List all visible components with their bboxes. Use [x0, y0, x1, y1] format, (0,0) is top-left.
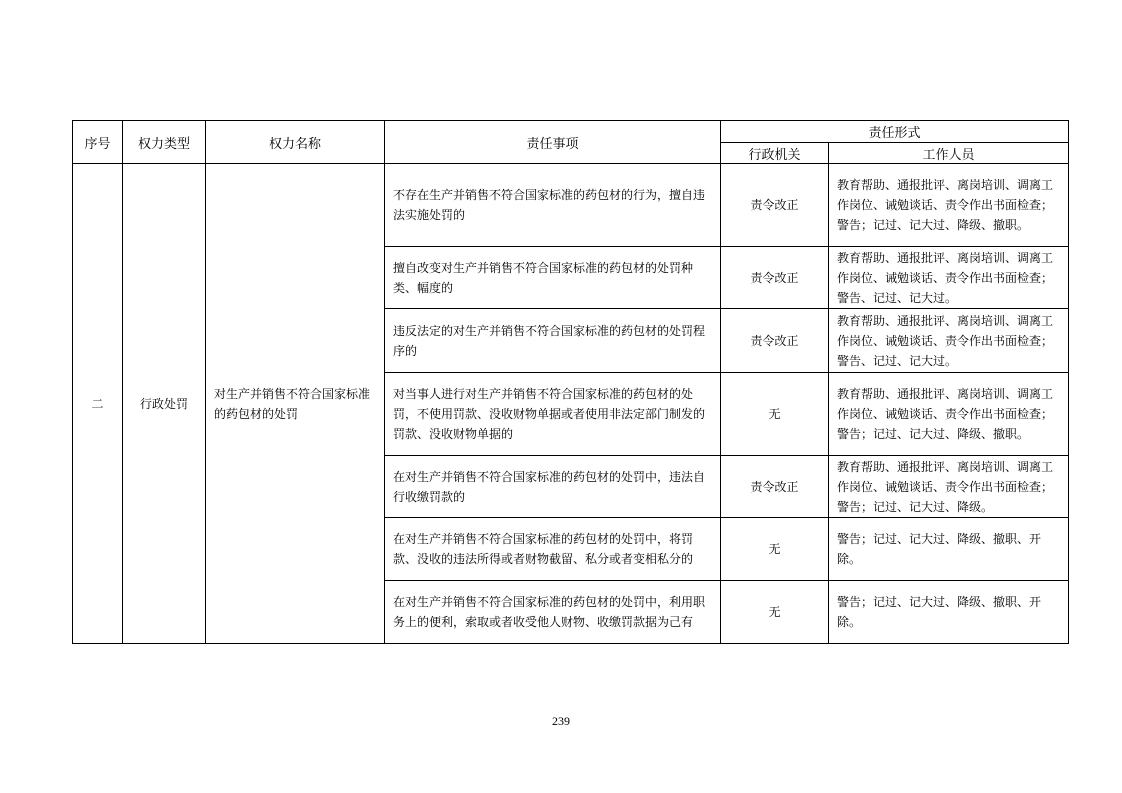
item-cell: 不存在生产并销售不符合国家标准的药包材的行为，擅自违法实施处罚的 — [385, 164, 721, 247]
header-responsibility-form: 责任形式 — [721, 121, 1069, 143]
page-number: 239 — [552, 714, 570, 728]
item-cell: 违反法定的对生产并销售不符合国家标准的药包材的处罚程序的 — [385, 309, 721, 373]
agency-cell: 责令改正 — [721, 247, 829, 309]
group-power-name-cell: 对生产并销售不符合国家标准的药包材的处罚 — [206, 164, 385, 644]
item-cell: 在对生产并销售不符合国家标准的药包材的处罚中，将罚款、没收的违法所得或者财物截留、私分或者变相私分的 — [385, 518, 721, 581]
item-cell: 在对生产并销售不符合国家标准的药包材的处罚中，违法自行收缴罚款的 — [385, 456, 721, 518]
table-row — [73, 164, 1069, 247]
responsibility-table — [72, 120, 1069, 644]
agency-cell: 无 — [721, 373, 829, 456]
header-responsibility-items: 责任事项 — [385, 121, 721, 164]
header-power-name: 权力名称 — [206, 121, 385, 164]
item-cell: 在对生产并销售不符合国家标准的药包材的处罚中，利用职务上的便利，索取或者收受他人财物、收缴罚款据为己有 — [385, 581, 721, 644]
header-power-type: 权力类型 — [123, 121, 206, 164]
agency-cell: 责令改正 — [721, 456, 829, 518]
staff-cell: 警告；记过、记大过、降级、撤职、开除。 — [829, 581, 1069, 644]
header-admin-agency: 行政机关 — [721, 143, 829, 164]
agency-cell: 无 — [721, 518, 829, 581]
group-power-type-cell: 行政处罚 — [123, 164, 206, 644]
header-seq: 序号 — [73, 121, 123, 164]
group-seq-cell: 二 — [73, 164, 123, 644]
staff-cell: 教育帮助、通报批评、离岗培训、调离工作岗位、诫勉谈话、责令作出书面检查；警告；记过、记大过、降级。 — [829, 456, 1069, 518]
staff-cell: 警告；记过、记大过、降级、撤职、开除。 — [829, 518, 1069, 581]
header-staff: 工作人员 — [829, 143, 1069, 164]
staff-cell: 教育帮助、通报批评、离岗培训、调离工作岗位、诫勉谈话、责令作出书面检查；警告、记过、记大过。 — [829, 309, 1069, 373]
agency-cell: 无 — [721, 581, 829, 644]
agency-cell: 责令改正 — [721, 164, 829, 247]
item-cell: 对当事人进行对生产并销售不符合国家标准的药包材的处罚，不使用罚款、没收财物单据或者使用非法定部门制发的罚款、没收财物单据的 — [385, 373, 721, 456]
staff-cell: 教育帮助、通报批评、离岗培训、调离工作岗位、诫勉谈话、责令作出书面检查；警告；记过、记大过、降级、撤职。 — [829, 373, 1069, 456]
agency-cell: 责令改正 — [721, 309, 829, 373]
staff-cell: 教育帮助、通报批评、离岗培训、调离工作岗位、诫勉谈话、责令作出书面检查；警告、记过、记大过。 — [829, 247, 1069, 309]
item-cell: 擅自改变对生产并销售不符合国家标准的药包材的处罚种类、幅度的 — [385, 247, 721, 309]
staff-cell: 教育帮助、通报批评、离岗培训、调离工作岗位、诫勉谈话、责令作出书面检查；警告；记过、记大过、降级、撤职。 — [829, 164, 1069, 247]
